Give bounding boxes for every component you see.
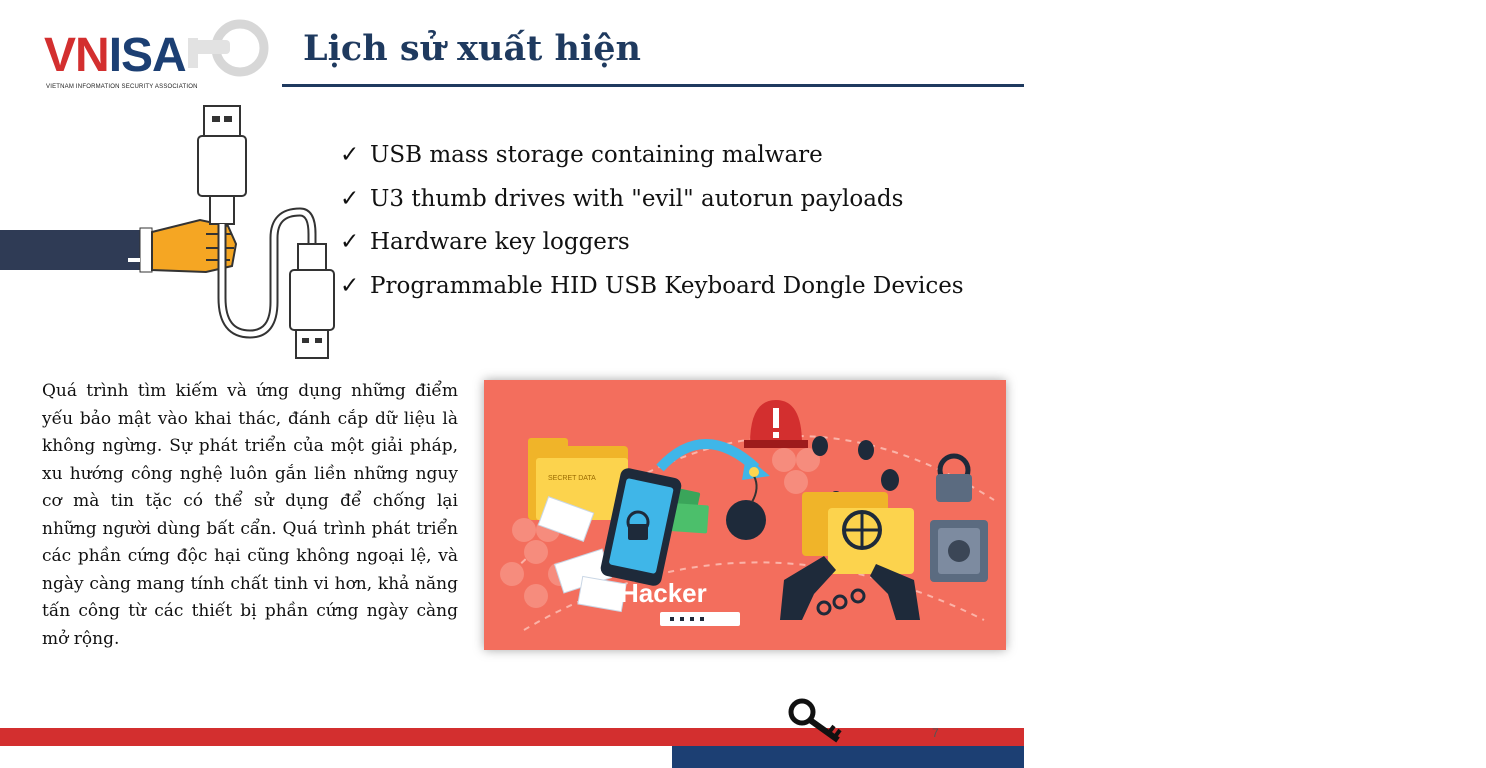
checkmark-icon: ✓ [340, 142, 360, 168]
footer-navy-band [672, 746, 1486, 768]
title-underline [282, 84, 1024, 87]
threat-bullet-list [340, 136, 1020, 310]
hacker-label: Hacker [620, 578, 707, 608]
bullet-text: Hardware key loggers [370, 229, 630, 255]
usb-cable-hand-illustration [0, 98, 340, 370]
key-icon [786, 696, 846, 744]
bullet-item [340, 223, 1020, 267]
checkmark-icon: ✓ [340, 229, 360, 255]
footer-red-band [0, 728, 1024, 746]
bullet-text: USB mass storage containing malware [370, 142, 823, 168]
hacker-illustration [484, 380, 1006, 650]
bullet-text: Programmable HID USB Keyboard Dongle Devices [370, 272, 964, 299]
footer-label: AN TOÀN THÔNG TIN [1362, 748, 1486, 762]
vnisa-logo [40, 10, 280, 100]
logo-text-vn: VN [44, 29, 109, 82]
body-paragraph: Quá trình tìm kiếm và ứng dụng những điểm yếu bảo mật vào khai thác, đánh cắp dữ liệu là không ngừng. Sự phát triển của một giải pháp, xu hướng công nghệ luôn gắn liền những nguy cơ mà tin tặc có thể sử dụng để chống lại những người dùng bất cẩn. Quá trình phát triển các phần cứng độc hại cũng không ngoại lệ, và ngày càng mang tính chất tinh vi hơn, khả năng tấn công từ các thiết bị phần cứng ngày càng mở rộng. [42, 381, 458, 649]
bullet-item [340, 136, 1020, 180]
slide-footer [0, 722, 1486, 768]
bullet-item [340, 180, 1020, 224]
checkmark-icon: ✓ [340, 272, 360, 299]
page-number: 7 [932, 726, 939, 740]
logo-wordmark [44, 28, 186, 83]
logo-subtitle: VIETNAM INFORMATION SECURITY ASSOCIATION [46, 84, 198, 90]
hacker-scene-graphic [484, 380, 1006, 650]
bullet-item [340, 267, 1020, 311]
logo-text-isa: ISA [108, 29, 186, 82]
slide-title: Lịch sử xuất hiện [303, 28, 641, 69]
bullet-text: U3 thumb drives with "evil" autorun payloads [370, 185, 904, 212]
safe-icon [930, 520, 988, 582]
checkmark-icon: ✓ [340, 185, 360, 212]
folder-label: SECRET DATA [548, 475, 596, 482]
